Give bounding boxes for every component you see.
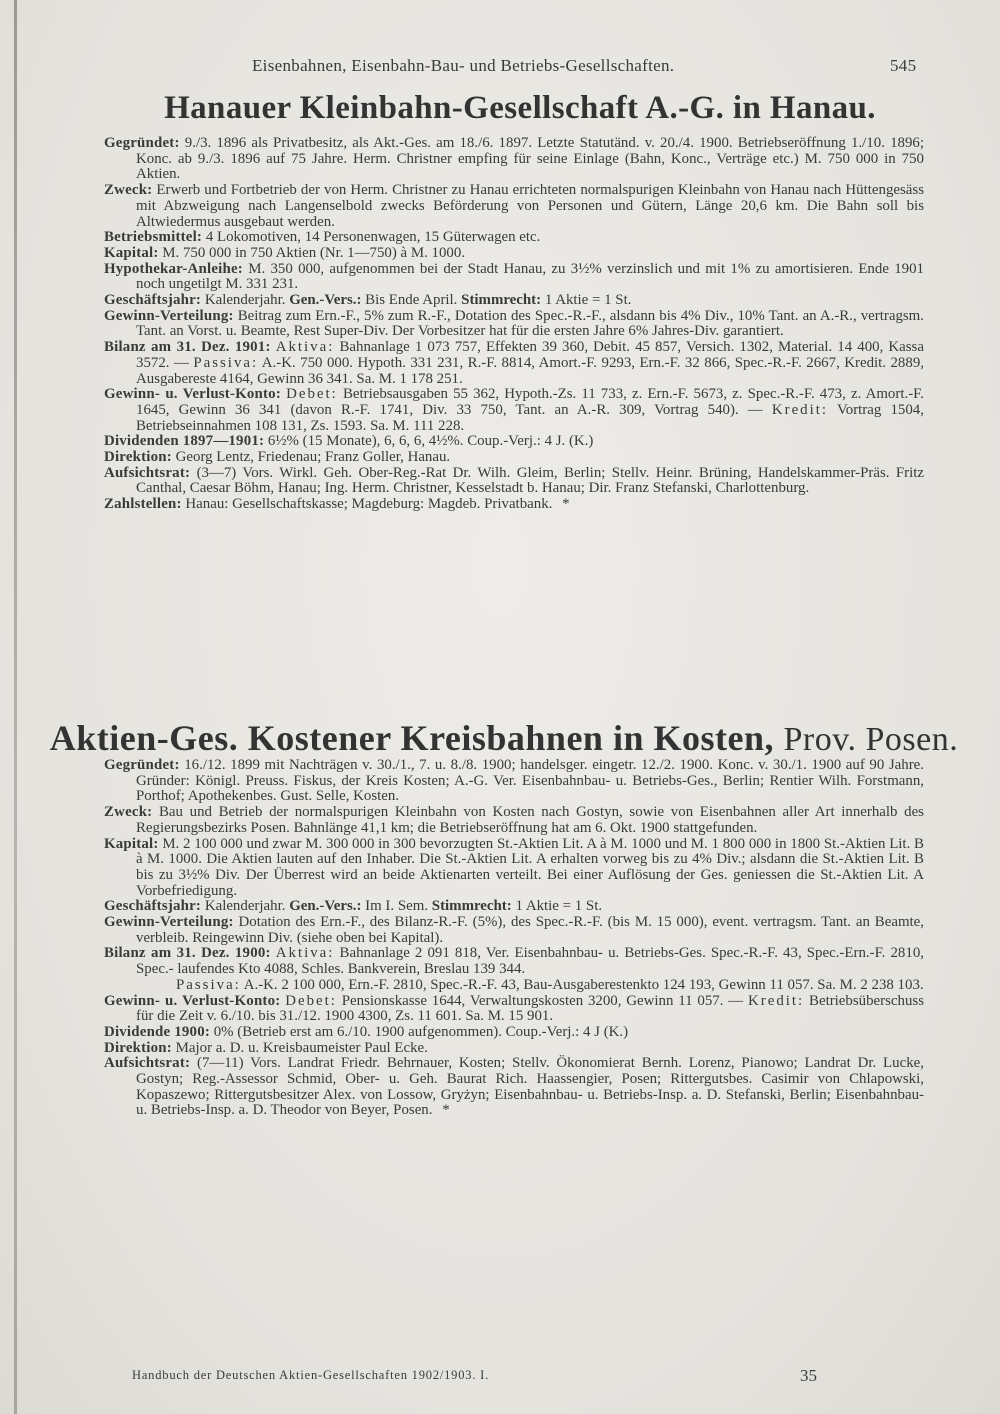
c1-direktion-label: Direktion: bbox=[104, 449, 172, 466]
c2-gegruendet-text: 16./12. 1899 mit Nachträgen v. 30./1., 7. u. 8./8. 1900; handelsger. eingetr. 12./2. 1900. Konc. v. 30./1. 1900 auf 90 Jahre. Gründer: Königl. Preuss. Fiskus, der Kreis Kosten; A.-G. Ver. Eisenbahnbau- u. Betriebs-Ges., Berlin; Rentier Wilh. Forstmann, Porthof; Apothekenbes. Gust. Selle, Kosten. bbox=[136, 757, 924, 805]
c1-star-mark: * bbox=[562, 496, 570, 513]
c1-gewinn-text: Beitrag zum Ern.-F., 5% zum R.-F., Dotation des Spec.-R.-F., alsdann bis 4% Div., 10% Tant. an A.-R., vertragsm. Tant. an Vorst. u. Beamte, Rest Super-Div. Der Vorbesitzer hat für die ersten Jahre 6% Jahres-Div. garantiert. bbox=[136, 307, 924, 340]
c1-bilanz bbox=[104, 340, 924, 387]
c1-gegruendet bbox=[104, 136, 924, 183]
c1-direktion-text: Georg Lentz, Friedenau; Franz Goller, Hanau. bbox=[175, 449, 451, 466]
c1-direktion bbox=[104, 450, 924, 466]
c1-zweck-label: Zweck: bbox=[104, 182, 153, 199]
c1-hypothek bbox=[104, 262, 924, 293]
c1-gegruendet-label: Gegründet: bbox=[104, 135, 180, 151]
c1-kredit-word: Kredit: bbox=[771, 401, 829, 418]
c1-gegruendet-text: 9./3. 1896 als Privatbesitz, als Akt.-Ges. am 18./6. 1897. Letzte Statutänd. v. 20./4. 1900. Betriebseröffnung 1./10. 1896; Konc. ab 9./3. 1896 auf 75 Jahre. Herm. Christner empfing für seine Einlage (Bahn, Konc., Verträge etc.) M. 750 000 in 750 Aktien. bbox=[136, 135, 924, 183]
c1-bilanz-label: Bilanz am 31. Dez. 1901: bbox=[104, 339, 271, 356]
c1-dividenden bbox=[104, 434, 924, 450]
c1-aufsichtsrat-label: Aufsichtsrat: bbox=[104, 464, 191, 481]
c2-aufsichtsrat bbox=[104, 1056, 924, 1119]
c2-genvers-label: Gen.-Vers.: bbox=[289, 898, 362, 915]
c1-zahlstellen bbox=[104, 497, 924, 513]
c2-aufsichtsrat-text: (7—11) Vors. Landrat Friedr. Behrnauer, Kosten; Stellv. Ökonomierat Bernh. Lorenz, Pianowo; Landrat Dr. Lucke, Gostyn; Reg.-Assessor Schmid, Ober- u. Geh. Baurat Rich. Haassengier, Posen; Rittergutsbes. Casimir von Chlapowski, Kopaszewo; Rittergutsbesitzer Alex. von Lossow, Gryżyn; Eisenbahnbau- u. Betriebs-Insp. a. D. Stefanski, Berlin; Eisenbahnbau- u. Betriebs-Insp. a. D. Theodor von Beyer, Posen. bbox=[136, 1055, 924, 1119]
c1-aufsichtsrat bbox=[104, 466, 924, 497]
c2-genvers-text: Im I. Sem. bbox=[365, 898, 429, 915]
c1-zahlstellen-text: Hanau: Gesellschaftskasse; Magdeburg: Magdeb. Privatbank. bbox=[185, 496, 553, 513]
c2-direktion bbox=[104, 1041, 924, 1057]
c2-zweck-label: Zweck: bbox=[104, 804, 153, 821]
c1-gewinn-label: Gewinn-Verteilung: bbox=[104, 307, 234, 324]
c2-debet-word: Debet: bbox=[285, 992, 337, 1009]
c2-gewinn-verteilung bbox=[104, 915, 924, 946]
footer-book-title: Handbuch der Deutschen Aktien-Gesellschaften 1902/1903. I. bbox=[132, 1368, 490, 1382]
c1-dividenden-text: 6½% (15 Monate), 6, 6, 6, 4½%. Coup.-Verj.: 4 J. (K.) bbox=[267, 433, 594, 450]
c1-zweck-text: Erwerb und Fortbetrieb der von Herm. Christner zu Hanau errichteten normalspurigen Kleinbahn von Hanau nach Hüttengesäss mit Abzweigung nach Langenselbold zwecks Beförderung von Personen und Gütern, Länge 20,6 km. Die Bahn soll bis Altwiedermus ausgebaut werden. bbox=[136, 182, 924, 230]
c2-gegruendet bbox=[104, 758, 924, 805]
c2-dividende-text: 0% (Betrieb erst am 6./10. 1900 aufgenommen). Coup.-Verj.: 4 J (K.) bbox=[213, 1023, 629, 1040]
c2-guv-label: Gewinn- u. Verlust-Konto: bbox=[104, 992, 281, 1009]
c2-guv-debet: Pensionskasse 1644, Verwaltungskosten 3200, Gewinn 11 057. — bbox=[341, 992, 744, 1009]
c2-gewinn-text: Dotation des Ern.-F., des Bilanz-R.-F. (5%), des Spec.-R.-F. (bis M. 15 000), event. vertragsm. Tant. an Beamte, verbleib. Reingewinn Div. (siehe oben bei Kapital). bbox=[136, 914, 924, 946]
c2-aufsichtsrat-label: Aufsichtsrat: bbox=[104, 1055, 191, 1072]
company2-title bbox=[4, 717, 1000, 759]
footer-sheet-number: 35 bbox=[800, 1366, 817, 1385]
c1-hypothek-text: M. 350 000, aufgenommen bei der Stadt Hanau, zu 3½% verzinslich und mit 1% zu amortisieren. Ende 1901 noch ungetilgt M. 331 231. bbox=[136, 260, 924, 293]
c2-bilanz bbox=[104, 946, 924, 977]
c2-aktiva-word: Aktiva: bbox=[275, 945, 335, 962]
c2-gewinn-label: Gewinn-Verteilung: bbox=[104, 914, 234, 931]
c1-stimmrecht-text: 1 Aktie = 1 St. bbox=[544, 292, 632, 309]
c2-geschaeftsjahr-label: Geschäftsjahr: bbox=[104, 898, 202, 915]
c1-kapital-label: Kapital: bbox=[104, 244, 159, 261]
c1-kapital-text: M. 750 000 in 750 Aktien (Nr. 1—750) à M. 1000. bbox=[162, 244, 466, 261]
c1-aufsichtsrat-text: (3—7) Vors. Wirkl. Geh. Ober-Reg.-Rat Dr. Wilh. Gleim, Berlin; Stellv. Heinr. Brüning, Handelskammer-Präs. Fritz Canthal, Caesar Böhm, Hanau; Ing. Herm. Christner, Kesselstadt b. Hanau; Dir. Franz Stefanski, Charlottenburg. bbox=[136, 464, 924, 497]
c1-guv-label: Gewinn- u. Verlust-Konto: bbox=[104, 386, 281, 403]
c1-betriebsmittel-label: Betriebsmittel: bbox=[104, 229, 203, 246]
c1-geschaeftsjahr bbox=[104, 293, 924, 309]
c2-bilanz-passiva: A.-K. 2 100 000, Ern.-F. 2810, Spec.-R.-F. 43, Bau-Ausgaberestenkto 124 193, Gewinn 11 057. Sa. M. 2 238 103. bbox=[243, 976, 924, 993]
c1-gewinn-verteilung bbox=[104, 309, 924, 340]
c2-passiva-word: Passiva: bbox=[176, 976, 241, 993]
c2-zweck-text: Bau und Betrieb der normalspurigen Kleinbahn von Kosten nach Gostyn, sowie von Eisenbahnen aller Art innerhalb des Regierungsbezirks Posen. Bahnlänge 41,1 km; die Betriebseröffnung hat am 6. Okt. 1900 stattgefunden. bbox=[136, 804, 924, 836]
c2-stimmrecht-text: 1 Aktie = 1 St. bbox=[515, 898, 603, 915]
page-footer bbox=[0, 1368, 1000, 1388]
c2-guv bbox=[104, 994, 924, 1025]
c1-genvers-label: Gen.-Vers.: bbox=[289, 292, 362, 309]
c2-kapital-label: Kapital: bbox=[104, 835, 159, 852]
c1-kapital bbox=[104, 246, 924, 262]
c1-hypothek-label: Hypothekar-Anleihe: bbox=[104, 260, 243, 277]
company2-title-main: Aktien-Ges. Kostener Kreisbahnen in Kosten, bbox=[49, 718, 774, 758]
running-header bbox=[0, 56, 1000, 78]
c2-bilanz-aktiva: Bahnanlage 2 091 818, Ver. Eisenbahnbau- u. Betriebs-Ges. Spec.-R.-F. 43, Spec.-Ern.-F. 2810, Spec.- laufendes Kto 4088, Schles. Bankverein, Breslau 139 344. bbox=[136, 945, 924, 978]
c2-gegruendet-label: Gegründet: bbox=[104, 757, 180, 773]
company2-title-prov: Prov. Posen. bbox=[783, 721, 959, 758]
c2-star-mark: * bbox=[442, 1102, 450, 1119]
c1-stimmrecht-label: Stimmrecht: bbox=[461, 292, 542, 309]
c2-bilanz-passiva-line bbox=[104, 978, 924, 994]
c2-dividende-label: Dividende 1900: bbox=[104, 1023, 210, 1040]
company2-entry bbox=[104, 758, 924, 1119]
c1-bilanz-passiva: A.-K. 750 000. Hypoth. 331 231, R.-F. 8814, Amort.-F. 9293, Ern.-F. 32 866, Spec.-R.-F. 2667, Kredit. 2889, Ausgabereste 4164, Gewinn 36 341. Sa. M. 1 178 251. bbox=[136, 354, 924, 387]
c1-passiva-word: Passiva: bbox=[193, 354, 259, 371]
page-number: 545 bbox=[890, 56, 917, 75]
c1-zahlstellen-label: Zahlstellen: bbox=[104, 496, 182, 513]
c1-debet-word: Debet: bbox=[286, 386, 338, 403]
c1-bilanz-aktiva: Bahnanlage 1 073 757, Effekten 39 360, Debit. 45 857, Versich. 1302, Material. 14 400, Kassa 3572. — bbox=[136, 339, 924, 371]
c2-zweck bbox=[104, 805, 924, 836]
c2-direktion-label: Direktion: bbox=[104, 1039, 172, 1056]
company1-entry bbox=[104, 136, 924, 513]
c1-guv-debet: Betriebsausgaben 55 362, Hypoth.-Zs. 11 733, z. Ern.-F. 5673, z. Spec.-R.-F. 473, z. Amort.-F. 1645, Gewinn 36 341 (davon R.-F. 1741, Div. 33 750, Tant. an A.-R. 309, Vortrag 540). — bbox=[136, 386, 924, 418]
c1-geschaeftsjahr-text: Kalenderjahr. bbox=[204, 292, 286, 309]
c2-geschaeftsjahr bbox=[104, 899, 924, 915]
c1-guv-kredit: Vortrag 1504, Betriebseinnahmen 108 131, Zs. 1593. Sa. M. 111 228. bbox=[136, 401, 924, 434]
c2-guv-kredit: Betriebsüberschuss für die Zeit v. 6./10. bis 31./12. 1900 4300, Zs. 11 601. Sa. M. 15 901. bbox=[136, 992, 924, 1025]
running-title: Eisenbahnen, Eisenbahn-Bau- und Betriebs-Gesellschaften. bbox=[252, 56, 675, 75]
company1-title: Hanauer Kleinbahn-Gesellschaft A.-G. in Hanau. bbox=[164, 90, 876, 126]
c1-guv bbox=[104, 387, 924, 434]
c2-geschaeftsjahr-text: Kalenderjahr. bbox=[204, 898, 286, 915]
c1-genvers-text: Bis Ende April. bbox=[365, 292, 458, 309]
c2-kapital bbox=[104, 837, 924, 900]
c1-betriebsmittel-text: 4 Lokomotiven, 14 Personenwagen, 15 Güterwagen etc. bbox=[205, 229, 541, 246]
c1-zweck bbox=[104, 183, 924, 230]
c1-aktiva-word: Aktiva: bbox=[275, 339, 335, 356]
c1-betriebsmittel bbox=[104, 230, 924, 246]
c2-kapital-text: M. 2 100 000 und zwar M. 300 000 in 300 bevorzugten St.-Aktien Lit. A à M. 1000 und M. 1 800 000 in 1800 St.-Aktien Lit. B à M. 1000. Die Aktien lauten auf den Inhaber. Die St.-Aktien Lit. A erhalten vorweg bis zu 4% Div.; alsdann die St.-Aktien Lit. B bis zu 3½% Div. Der Überrest wird an beide Aktienarten verteilt. Bei einer Auflösung der Ges. geniessen die St.-Aktien Lit. A Vorbefriedigung. bbox=[136, 835, 924, 899]
c2-stimmrecht-label: Stimmrecht: bbox=[431, 898, 512, 915]
c2-direktion-text: Major a. D. u. Kreisbaumeister Paul Ecke. bbox=[175, 1039, 428, 1056]
c2-bilanz-label: Bilanz am 31. Dez. 1900: bbox=[104, 945, 271, 962]
c2-dividende bbox=[104, 1025, 924, 1041]
c1-geschaeftsjahr-label: Geschäftsjahr: bbox=[104, 292, 202, 309]
c2-kredit-word: Kredit: bbox=[748, 992, 805, 1009]
page-edge-shadow bbox=[14, 0, 17, 1414]
c1-dividenden-label: Dividenden 1897—1901: bbox=[104, 433, 265, 450]
